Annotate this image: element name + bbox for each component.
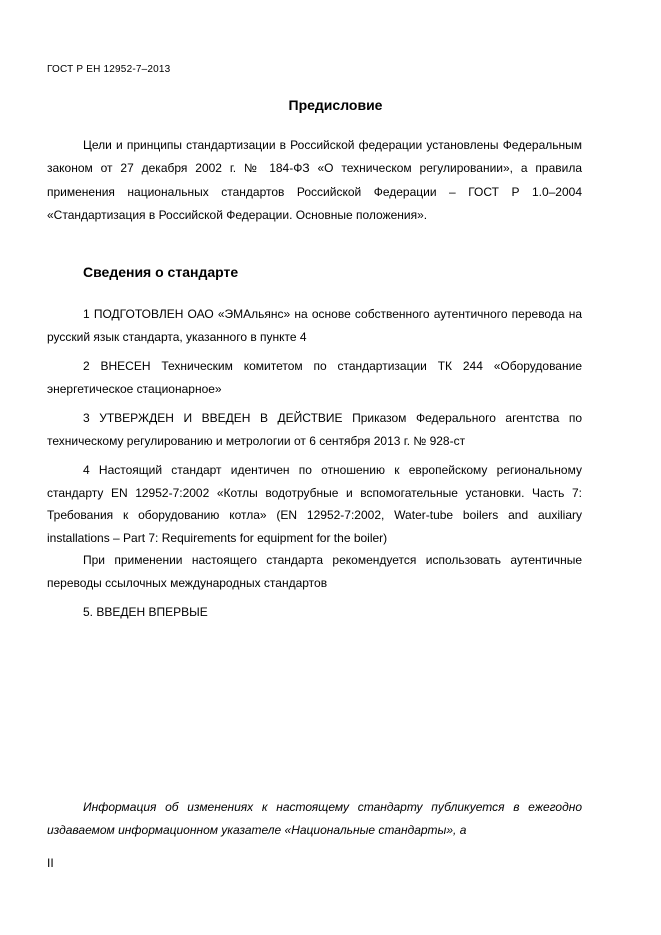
standard-info-list [47,303,582,624]
changes-info-paragraph: Информация об изменениях к настоящему стандарту публикуется в ежегодно издаваемом информационном указателе «Национальные стандарты», а [47,800,582,837]
page-title: Предисловие [288,97,383,113]
info-item-4: 4 Настоящий стандарт идентичен по отношению к европейскому региональному стандарту EN 12952-7:2002 «Котлы водотрубные и вспомогательные установки. Часть 7: Требования к оборудованию котла» (EN 12952-7:2002, Water-tube boilers and auxiliary installations – Part 7: Requirements for equipment for the boiler) [47,463,582,545]
page-number: II [47,856,54,870]
info-item-3: 3 УТВЕРЖДЕН И ВВЕДЕН В ДЕЙСТВИЕ Приказом Федерального агентства по техническому регулированию и метрологии от 6 сентября 2013 г. № 928-ст [47,411,582,448]
intro-section [47,134,582,228]
intro-paragraph: Цели и принципы стандартизации в Российской федерации установлены Федеральным законом от 27 декабря 2002 г. № 184-ФЗ «О техническом регулировании», а правила применения национальных стандартов Российской Федерации – ГОСТ Р 1.0–2004 «Стандартизация в Российской Федерации. Основные положения». [47,138,582,223]
document-code-header: ГОСТ Р ЕН 12952-7–2013 [47,64,171,75]
info-item-5: 5. ВВЕДЕН ВПЕРВЫЕ [83,605,208,619]
info-item-4-note: При применении настоящего стандарта рекомендуется использовать аутентичные переводы ссылочных международных стандартов [47,553,582,590]
info-item-1: 1 ПОДГОТОВЛЕН ОАО «ЭМАльянс» на основе собственного аутентичного перевода на русский язык стандарта, указанного в пункте 4 [47,307,582,344]
info-item-2: 2 ВНЕСЕН Техническим комитетом по стандартизации ТК 244 «Оборудование энергетическое стационарное» [47,359,582,396]
changes-info-note [47,796,582,842]
section-title: Сведения о стандарте [83,264,239,280]
